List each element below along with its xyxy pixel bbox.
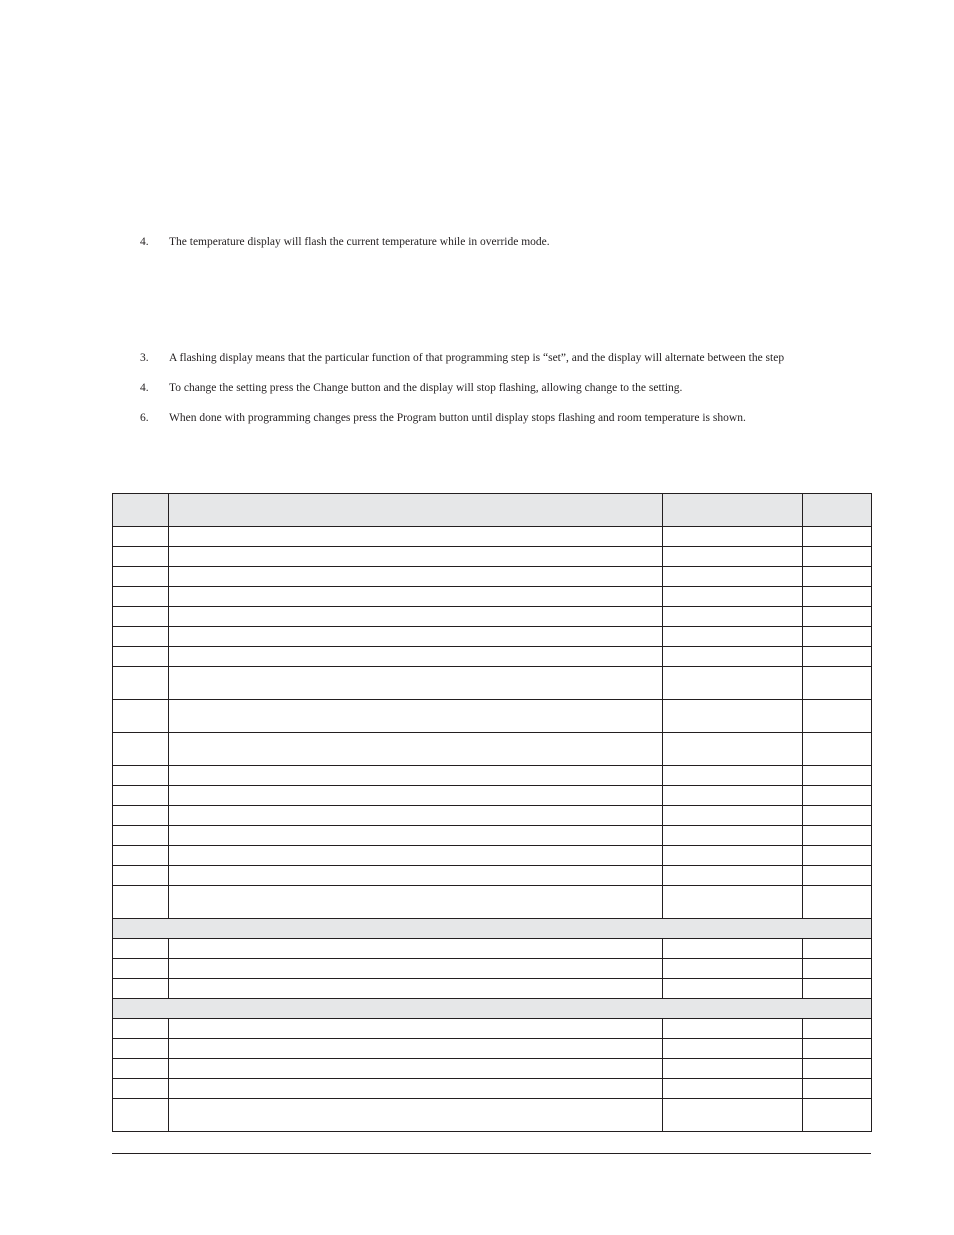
table-row: [113, 1059, 872, 1079]
table-row: [113, 587, 872, 607]
table-cell: [663, 527, 803, 547]
table-cell: [169, 607, 663, 627]
table-cell: [169, 667, 663, 700]
table-row: [113, 627, 872, 647]
table-cell: [113, 979, 169, 999]
table-cell: [113, 786, 169, 806]
header-cell: [169, 494, 663, 527]
table-cell: [663, 567, 803, 587]
table-row: [113, 567, 872, 587]
table-cell: [169, 766, 663, 786]
table-cell: [663, 1079, 803, 1099]
table-cell: [803, 1039, 872, 1059]
table-cell: [113, 1039, 169, 1059]
table-cell: [169, 1039, 663, 1059]
table-cell: [803, 587, 872, 607]
table-cell: [803, 786, 872, 806]
table-row: [113, 1019, 872, 1039]
table-cell: [663, 627, 803, 647]
table-row: [113, 846, 872, 866]
table-cell: [169, 1019, 663, 1039]
table-cell: [113, 866, 169, 886]
table-row: [113, 700, 872, 733]
table-cell: [169, 806, 663, 826]
table-cell: [663, 979, 803, 999]
step-number: 3.: [140, 352, 149, 364]
table-cell: [663, 866, 803, 886]
table-cell: [803, 607, 872, 627]
step-text: The temperature display will flash the current temperature while in override mode.: [169, 236, 550, 248]
table-row: [113, 959, 872, 979]
table-cell: [113, 846, 169, 866]
table-cell: [169, 826, 663, 846]
table-cell: [663, 886, 803, 919]
table-cell: [803, 939, 872, 959]
table-cell: [113, 806, 169, 826]
table-cell: [803, 527, 872, 547]
table-cell: [803, 959, 872, 979]
table-cell: [113, 587, 169, 607]
table-row: [113, 1099, 872, 1132]
table-cell: [113, 647, 169, 667]
table-row: [113, 786, 872, 806]
table-cell: [169, 959, 663, 979]
table-cell: [663, 1019, 803, 1039]
table-row: [113, 886, 872, 919]
table-cell: [803, 1099, 872, 1132]
table-cell: [169, 979, 663, 999]
table-cell: [113, 733, 169, 766]
table-cell: [803, 647, 872, 667]
section-row: [113, 919, 872, 939]
table-row: [113, 647, 872, 667]
header-cell: [803, 494, 872, 527]
table-cell: [169, 786, 663, 806]
table-cell: [113, 607, 169, 627]
table-cell: [169, 733, 663, 766]
table-cell: [169, 1079, 663, 1099]
table-row: [113, 527, 872, 547]
table-cell: [113, 1099, 169, 1132]
table-cell: [663, 700, 803, 733]
table-cell: [113, 527, 169, 547]
table-cell: [169, 527, 663, 547]
table-cell: [113, 1019, 169, 1039]
table-row: [113, 939, 872, 959]
table-cell: [113, 667, 169, 700]
table-cell: [113, 1079, 169, 1099]
table-cell: [113, 826, 169, 846]
table-cell: [169, 1059, 663, 1079]
footer-rule: [112, 1153, 871, 1154]
table-cell: [803, 1079, 872, 1099]
table-cell: [113, 939, 169, 959]
table-cell: [663, 826, 803, 846]
table-row: [113, 667, 872, 700]
table-cell: [663, 667, 803, 700]
step-text: A flashing display means that the particular function of that programming step is “set”, and the display will alternate between the step: [169, 352, 785, 364]
table-cell: [663, 607, 803, 627]
table-cell: [663, 587, 803, 607]
table-cell: [803, 806, 872, 826]
table-cell: [169, 567, 663, 587]
table-cell: [169, 846, 663, 866]
table-cell: [803, 733, 872, 766]
table-cell: [169, 939, 663, 959]
table-cell: [803, 886, 872, 919]
table-cell: [803, 766, 872, 786]
table-cell: [803, 846, 872, 866]
step-text: When done with programming changes press the Program button until display stops flashing and room temperature is shown.: [169, 412, 746, 424]
table-cell: [663, 1099, 803, 1132]
table-cell: [169, 1099, 663, 1132]
table-cell: [663, 547, 803, 567]
table-cell: [663, 786, 803, 806]
programming-table: [112, 493, 872, 1132]
table-cell: [803, 567, 872, 587]
table-cell: [803, 1019, 872, 1039]
section-cell: [113, 919, 872, 939]
table-cell: [663, 846, 803, 866]
table-cell: [663, 766, 803, 786]
table-cell: [113, 547, 169, 567]
table-cell: [113, 1059, 169, 1079]
table-cell: [803, 866, 872, 886]
table-cell: [169, 700, 663, 733]
step-number: 4.: [140, 382, 149, 394]
table-cell: [663, 939, 803, 959]
table-cell: [113, 886, 169, 919]
table-cell: [663, 806, 803, 826]
table-cell: [663, 647, 803, 667]
table-cell: [113, 766, 169, 786]
table-cell: [803, 627, 872, 647]
table-cell: [803, 1059, 872, 1079]
table-cell: [663, 1039, 803, 1059]
step-number: 4.: [140, 236, 149, 248]
table-cell: [113, 959, 169, 979]
table-cell: [663, 959, 803, 979]
table-row: [113, 766, 872, 786]
table-cell: [169, 627, 663, 647]
table-cell: [803, 667, 872, 700]
header-cell: [663, 494, 803, 527]
table-cell: [113, 567, 169, 587]
table-row: [113, 866, 872, 886]
step-text: To change the setting press the Change button and the display will stop flashing, allowing change to the setting.: [169, 382, 683, 394]
table-row: [113, 826, 872, 846]
table-cell: [169, 547, 663, 567]
table-row: [113, 806, 872, 826]
table-cell: [113, 700, 169, 733]
table-cell: [169, 647, 663, 667]
table-header-row: [113, 494, 872, 527]
table-row: [113, 1079, 872, 1099]
table-cell: [113, 627, 169, 647]
section-row: [113, 999, 872, 1019]
table-cell: [169, 587, 663, 607]
table-row: [113, 1039, 872, 1059]
header-cell: [113, 494, 169, 527]
step-number: 6.: [140, 412, 149, 424]
table-cell: [803, 979, 872, 999]
table-row: [113, 547, 872, 567]
table-cell: [803, 826, 872, 846]
table-cell: [663, 733, 803, 766]
table-row: [113, 607, 872, 627]
table-row: [113, 733, 872, 766]
table-cell: [803, 700, 872, 733]
table-cell: [663, 1059, 803, 1079]
section-cell: [113, 999, 872, 1019]
table-cell: [169, 866, 663, 886]
table-cell: [169, 886, 663, 919]
table-row: [113, 979, 872, 999]
table-cell: [803, 547, 872, 567]
